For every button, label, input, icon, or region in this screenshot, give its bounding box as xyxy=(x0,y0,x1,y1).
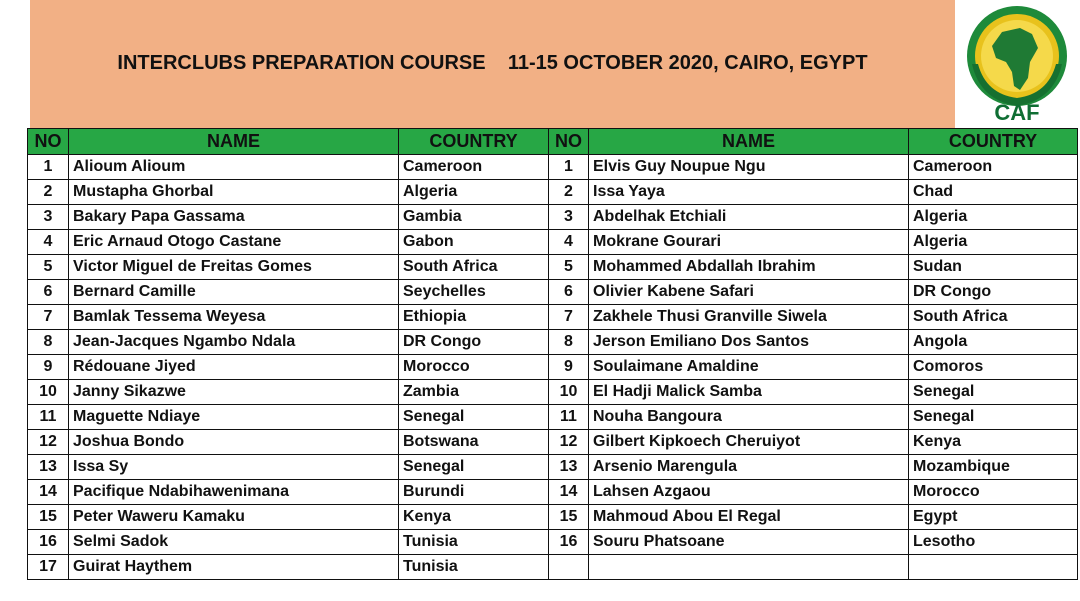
cell-no-2: 5 xyxy=(549,255,589,280)
cell-no: 15 xyxy=(28,505,69,530)
cell-no-2 xyxy=(549,555,589,580)
cell-no-2: 14 xyxy=(549,480,589,505)
cell-name: Bamlak Tessema Weyesa xyxy=(69,305,399,330)
table-row xyxy=(28,355,1078,380)
cell-country-2: DR Congo xyxy=(909,280,1078,305)
cell-name-2: Souru Phatsoane xyxy=(589,530,909,555)
cell-country: Zambia xyxy=(399,380,549,405)
table-header-row xyxy=(28,129,1078,155)
cell-name: Rédouane Jiyed xyxy=(69,355,399,380)
cell-no-2: 1 xyxy=(549,155,589,180)
cell-name: Alioum Alioum xyxy=(69,155,399,180)
cell-country-2: Kenya xyxy=(909,430,1078,455)
cell-no: 4 xyxy=(28,230,69,255)
table-row xyxy=(28,305,1078,330)
cell-name: Victor Miguel de Freitas Gomes xyxy=(69,255,399,280)
cell-no: 2 xyxy=(28,180,69,205)
cell-no-2: 11 xyxy=(549,405,589,430)
cell-no: 5 xyxy=(28,255,69,280)
cell-name: Eric Arnaud Otogo Castane xyxy=(69,230,399,255)
cell-country: Seychelles xyxy=(399,280,549,305)
cell-country-2: Morocco xyxy=(909,480,1078,505)
col-header-name-2: NAME xyxy=(589,129,909,155)
table-row xyxy=(28,205,1078,230)
cell-country: Ethiopia xyxy=(399,305,549,330)
table-row xyxy=(28,280,1078,305)
table-row xyxy=(28,555,1078,580)
cell-name: Bakary Papa Gassama xyxy=(69,205,399,230)
col-header-name: NAME xyxy=(69,129,399,155)
table-row xyxy=(28,230,1078,255)
cell-country: Gambia xyxy=(399,205,549,230)
cell-country: Senegal xyxy=(399,405,549,430)
col-header-country-2: COUNTRY xyxy=(909,129,1078,155)
cell-name-2: El Hadji Malick Samba xyxy=(589,380,909,405)
cell-no: 14 xyxy=(28,480,69,505)
cell-name-2: Soulaimane Amaldine xyxy=(589,355,909,380)
cell-name-2: Issa Yaya xyxy=(589,180,909,205)
cell-no: 16 xyxy=(28,530,69,555)
table-row xyxy=(28,180,1078,205)
cell-no-2: 10 xyxy=(549,380,589,405)
cell-no: 17 xyxy=(28,555,69,580)
cell-name: Pacifique Ndabihawenimana xyxy=(69,480,399,505)
cell-no: 3 xyxy=(28,205,69,230)
cell-country-2: Senegal xyxy=(909,380,1078,405)
col-header-no-2: NO xyxy=(549,129,589,155)
cell-no: 6 xyxy=(28,280,69,305)
cell-country-2 xyxy=(909,555,1078,580)
cell-country-2: Lesotho xyxy=(909,530,1078,555)
cell-country-2: Angola xyxy=(909,330,1078,355)
cell-no-2: 16 xyxy=(549,530,589,555)
cell-no-2: 2 xyxy=(549,180,589,205)
cell-no-2: 8 xyxy=(549,330,589,355)
cell-country-2: Sudan xyxy=(909,255,1078,280)
table-row xyxy=(28,380,1078,405)
cell-country: Kenya xyxy=(399,505,549,530)
cell-no: 1 xyxy=(28,155,69,180)
cell-name: Joshua Bondo xyxy=(69,430,399,455)
table-row xyxy=(28,455,1078,480)
cell-country-2: Algeria xyxy=(909,230,1078,255)
cell-no: 10 xyxy=(28,380,69,405)
cell-no: 7 xyxy=(28,305,69,330)
cell-name: Janny Sikazwe xyxy=(69,380,399,405)
table-body xyxy=(28,155,1078,580)
cell-country: DR Congo xyxy=(399,330,549,355)
cell-name: Selmi Sadok xyxy=(69,530,399,555)
cell-country: Senegal xyxy=(399,455,549,480)
cell-name-2: Mohammed Abdallah Ibrahim xyxy=(589,255,909,280)
table-row xyxy=(28,505,1078,530)
cell-name: Maguette Ndiaye xyxy=(69,405,399,430)
cell-country-2: Chad xyxy=(909,180,1078,205)
cell-no-2: 3 xyxy=(549,205,589,230)
cell-no: 9 xyxy=(28,355,69,380)
cell-country: Tunisia xyxy=(399,555,549,580)
cell-country: Tunisia xyxy=(399,530,549,555)
cell-country-2: Comoros xyxy=(909,355,1078,380)
cell-name-2: Jerson Emiliano Dos Santos xyxy=(589,330,909,355)
caf-logo xyxy=(958,2,1076,126)
cell-name-2: Olivier Kabene Safari xyxy=(589,280,909,305)
cell-no: 13 xyxy=(28,455,69,480)
cell-no-2: 12 xyxy=(549,430,589,455)
cell-no: 12 xyxy=(28,430,69,455)
cell-no-2: 15 xyxy=(549,505,589,530)
logo-text: CAF xyxy=(994,100,1040,125)
cell-country-2: Senegal xyxy=(909,405,1078,430)
page-title: INTERCLUBS PREPARATION COURSE 11-15 OCTOBER 2020, CAIRO, EGYPT xyxy=(117,52,868,74)
cell-country-2: Algeria xyxy=(909,205,1078,230)
col-header-no: NO xyxy=(28,129,69,155)
cell-name: Guirat Haythem xyxy=(69,555,399,580)
roster-table xyxy=(27,128,1078,580)
table-row xyxy=(28,480,1078,505)
cell-no-2: 6 xyxy=(549,280,589,305)
cell-name-2: Lahsen Azgaou xyxy=(589,480,909,505)
cell-name: Jean-Jacques Ngambo Ndala xyxy=(69,330,399,355)
cell-country: Algeria xyxy=(399,180,549,205)
cell-no-2: 7 xyxy=(549,305,589,330)
cell-name-2: Mokrane Gourari xyxy=(589,230,909,255)
cell-no: 8 xyxy=(28,330,69,355)
cell-country-2: South Africa xyxy=(909,305,1078,330)
cell-name-2: Zakhele Thusi Granville Siwela xyxy=(589,305,909,330)
table-row xyxy=(28,430,1078,455)
cell-no-2: 13 xyxy=(549,455,589,480)
cell-country: South Africa xyxy=(399,255,549,280)
cell-no-2: 9 xyxy=(549,355,589,380)
cell-no: 11 xyxy=(28,405,69,430)
cell-country: Cameroon xyxy=(399,155,549,180)
cell-country: Gabon xyxy=(399,230,549,255)
cell-name: Issa Sy xyxy=(69,455,399,480)
cell-name-2: Gilbert Kipkoech Cheruiyot xyxy=(589,430,909,455)
cell-name-2: Elvis Guy Noupue Ngu xyxy=(589,155,909,180)
cell-country: Burundi xyxy=(399,480,549,505)
cell-name: Bernard Camille xyxy=(69,280,399,305)
cell-no-2: 4 xyxy=(549,230,589,255)
cell-name-2: Abdelhak Etchiali xyxy=(589,205,909,230)
table-row xyxy=(28,530,1078,555)
cell-name-2 xyxy=(589,555,909,580)
cell-country-2: Egypt xyxy=(909,505,1078,530)
table-row xyxy=(28,255,1078,280)
cell-name: Peter Waweru Kamaku xyxy=(69,505,399,530)
cell-name: Mustapha Ghorbal xyxy=(69,180,399,205)
table-row xyxy=(28,330,1078,355)
cell-country-2: Mozambique xyxy=(909,455,1078,480)
cell-country-2: Cameroon xyxy=(909,155,1078,180)
cell-name-2: Arsenio Marengula xyxy=(589,455,909,480)
cell-name-2: Nouha Bangoura xyxy=(589,405,909,430)
cell-country: Botswana xyxy=(399,430,549,455)
col-header-country: COUNTRY xyxy=(399,129,549,155)
table-row xyxy=(28,155,1078,180)
cell-country: Morocco xyxy=(399,355,549,380)
cell-name-2: Mahmoud Abou El Regal xyxy=(589,505,909,530)
table-row xyxy=(28,405,1078,430)
